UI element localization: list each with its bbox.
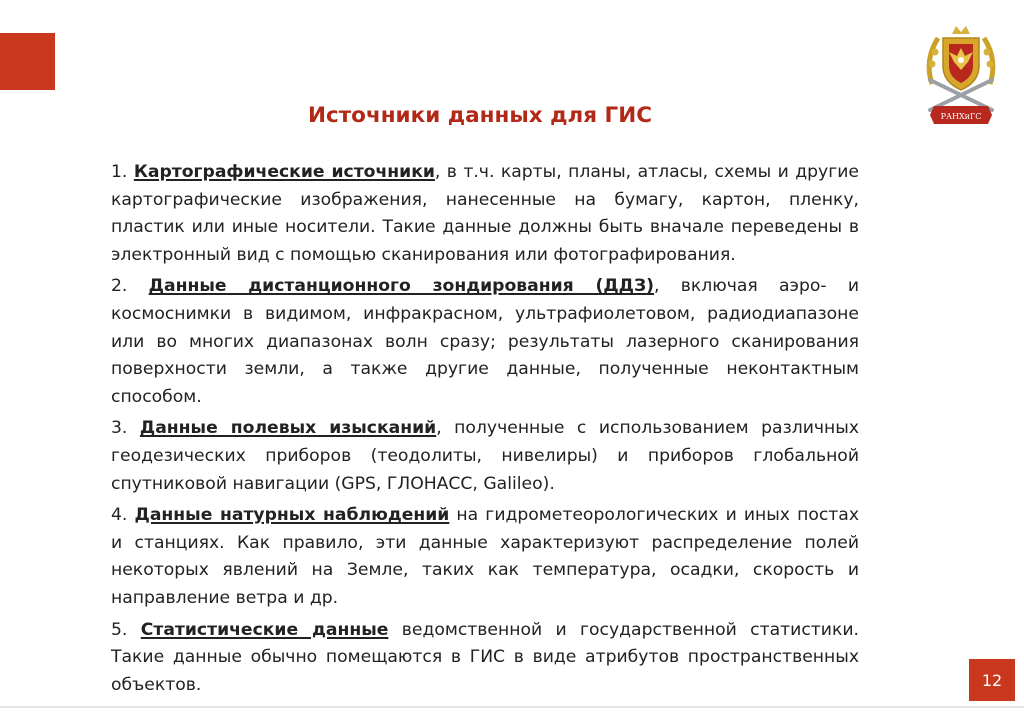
page-number-badge: 12 (969, 659, 1015, 701)
item-text: , в т.ч. карты, планы, атласы, схемы и другие картографические изображения, нанесенные на бумагу, картон, пленку, пластик или иные носители. Такие данные должны быть вначале переведены в электронный вид с помощью сканирования или фотографирования. (111, 162, 859, 265)
list-item (111, 502, 859, 612)
item-text: , полученные с использованием различных геодезических приборов (теодолиты, нивелиры) и приборов глобальной спутниковой навигации (GPS, ГЛОНАСС, Galileo). (111, 418, 859, 494)
list-item (111, 159, 859, 269)
list-item (111, 415, 859, 498)
corner-accent-block (0, 33, 55, 90)
item-number: 5. (111, 619, 128, 640)
sources-list (111, 159, 859, 703)
item-text: ведомственной и государственной статистики. Такие данные обычно помещаются в ГИС в виде атрибутов пространственных объектов. (111, 619, 859, 695)
item-term: Данные натурных наблюдений (134, 505, 450, 526)
item-number: 1. (111, 162, 128, 182)
list-item (111, 273, 859, 411)
item-term: Картографические источники (133, 162, 435, 182)
item-text: , включая аэро- и космоснимки в видимом, инфракрасном, ультрафиолетовом, радиодиапазоне или во многих диапазонах волн сразу; результаты лазерного сканирования поверхности земли, а также другие данные, полученные неконтактным способом. (111, 276, 860, 407)
item-term: Данные полевых изысканий (139, 418, 437, 439)
ranepa-emblem-icon (918, 22, 1004, 130)
logo-ribbon-text: РАНХиГС (940, 112, 982, 121)
item-text: на гидрометеорологических и иных постах и станциях. Как правило, эти данные характеризуют распределение полей некоторых явлений на Земле, таких как температура, осадки, скорость и направление ветра и др. (111, 505, 859, 608)
item-term: Данные дистанционного зондирования (ДДЗ) (148, 276, 655, 297)
slide-title: Источники данных для ГИС (307, 103, 653, 128)
bottom-divider (0, 706, 1024, 708)
list-item (111, 617, 859, 700)
item-number: 3. (111, 418, 128, 439)
item-number: 2. (111, 276, 128, 297)
item-number: 4. (111, 505, 128, 526)
item-term: Статистические данные (140, 619, 389, 640)
